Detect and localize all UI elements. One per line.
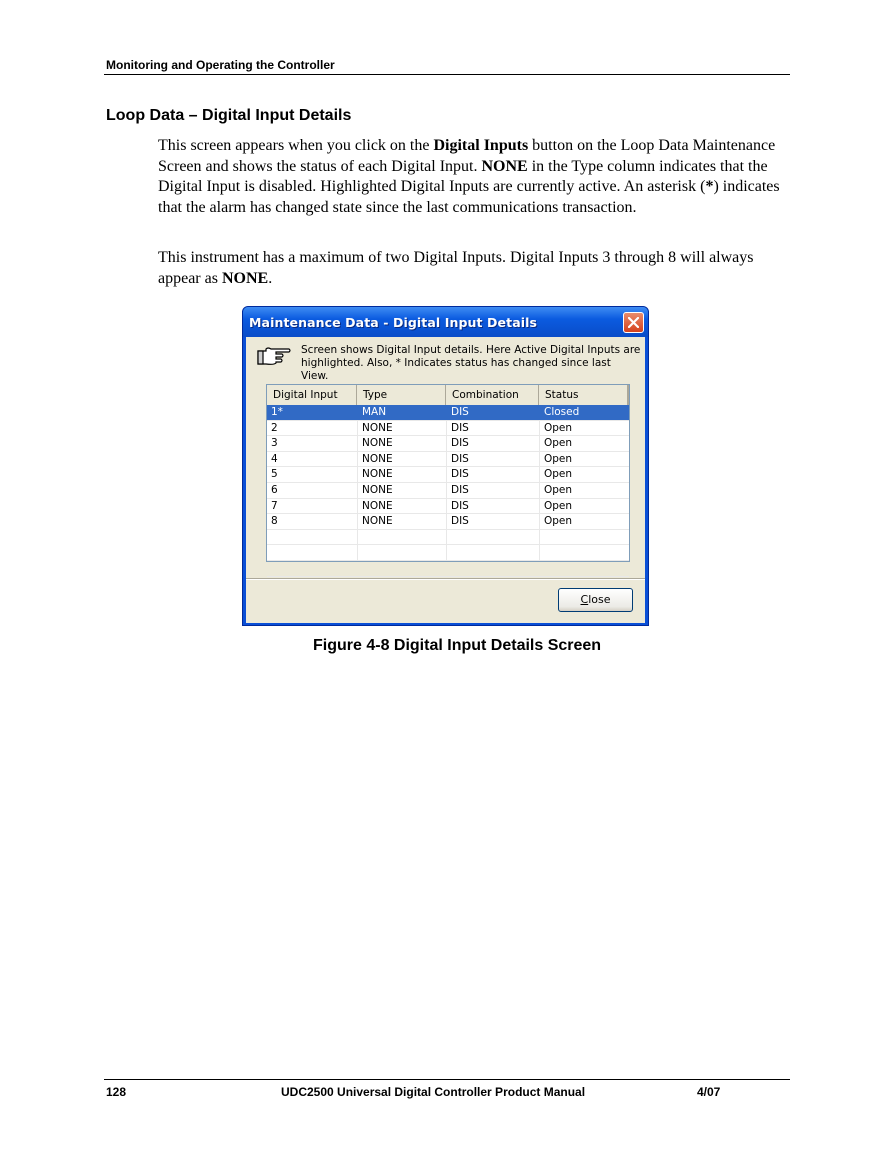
cell-type: NONE bbox=[362, 499, 393, 512]
cell-digital-input: 6 bbox=[271, 483, 278, 496]
cell-digital-input: 1* bbox=[271, 406, 283, 418]
close-button-label: lose bbox=[588, 593, 611, 606]
list-row-3[interactable] bbox=[267, 436, 629, 452]
cell-status: Closed bbox=[544, 406, 580, 418]
cell-digital-input: 5 bbox=[271, 468, 278, 481]
list-row-5[interactable] bbox=[267, 467, 629, 483]
cell-digital-input: 3 bbox=[271, 437, 278, 450]
footer-title: UDC2500 Universal Digital Controller Product Manual bbox=[281, 1085, 586, 1099]
cell-status: Open bbox=[544, 483, 573, 496]
page-number: 128 bbox=[106, 1085, 127, 1099]
cell-combination: DIS bbox=[451, 452, 469, 465]
p2-text-a: This instrument has a maximum of two Digital Inputs. Digital Inputs 3 through 8 will always appear as bbox=[158, 249, 754, 287]
cell-combination: DIS bbox=[451, 515, 469, 528]
p1-text-g: ) indicates that the alarm has changed state since the last communications transaction. bbox=[158, 178, 780, 216]
running-header: Monitoring and Operating the Controller bbox=[106, 58, 335, 72]
dialog-separator bbox=[246, 578, 645, 580]
cell-type: NONE bbox=[362, 437, 393, 450]
cell-type: NONE bbox=[362, 515, 393, 528]
close-button-mnemonic: C bbox=[580, 593, 589, 606]
cell-type: NONE bbox=[362, 452, 393, 465]
pointing-hand-icon bbox=[256, 345, 292, 367]
column-header-digital-input[interactable]: Digital Input bbox=[267, 385, 357, 405]
digital-input-list[interactable] bbox=[266, 384, 630, 562]
paragraph-2 bbox=[158, 248, 780, 289]
p1-bold-none: NONE bbox=[481, 157, 528, 175]
window-close-button[interactable] bbox=[623, 312, 644, 333]
cell-combination: DIS bbox=[451, 421, 469, 434]
dialog-title: Maintenance Data - Digital Input Details bbox=[249, 315, 538, 330]
p2-text-c: . bbox=[268, 269, 273, 287]
info-text bbox=[301, 344, 641, 383]
list-row-4[interactable] bbox=[267, 452, 629, 468]
close-button[interactable] bbox=[558, 588, 633, 612]
section-title: Loop Data – Digital Input Details bbox=[106, 107, 352, 124]
cell-status: Open bbox=[544, 421, 573, 434]
p1-bold-asterisk: * bbox=[705, 178, 714, 195]
cell-combination: DIS bbox=[451, 437, 469, 450]
cell-type: NONE bbox=[362, 483, 393, 496]
header-rule bbox=[104, 74, 790, 75]
cell-combination: DIS bbox=[451, 499, 469, 512]
cell-status: Open bbox=[544, 499, 573, 512]
cell-status: Open bbox=[544, 468, 573, 481]
cell-type: NONE bbox=[362, 468, 393, 481]
p2-bold-none: NONE bbox=[221, 269, 269, 287]
paragraph-1 bbox=[158, 136, 780, 218]
cell-combination: DIS bbox=[451, 468, 469, 481]
info-line-2: highlighted. Also, * Indicates status has changed since last View. bbox=[301, 357, 611, 382]
list-row-2[interactable] bbox=[267, 421, 629, 437]
cell-status: Open bbox=[544, 452, 573, 465]
cell-digital-input: 2 bbox=[271, 421, 278, 434]
empty-row bbox=[267, 545, 629, 561]
empty-row bbox=[267, 561, 629, 577]
cell-combination: DIS bbox=[451, 483, 469, 496]
cell-status: Open bbox=[544, 515, 573, 528]
dialog-titlebar[interactable] bbox=[243, 307, 648, 337]
close-icon bbox=[628, 317, 639, 328]
column-header-status[interactable]: Status bbox=[539, 385, 629, 405]
p1-bold-digital-inputs: Digital Inputs bbox=[433, 137, 529, 154]
p1-text-e: in the Type column indicates that the Digital Input is disabled. Highlighted Digital Inputs are currently active. An asterisk ( bbox=[158, 157, 768, 195]
info-line-1: Screen shows Digital Input details. Here Active Digital Inputs are bbox=[301, 344, 641, 356]
cell-status: Open bbox=[544, 437, 573, 450]
cell-digital-input: 4 bbox=[271, 452, 278, 465]
column-header-type[interactable]: Type bbox=[357, 385, 446, 405]
cell-type: NONE bbox=[362, 421, 393, 434]
dialog-client-area bbox=[246, 337, 645, 623]
figure-caption: Figure 4-8 Digital Input Details Screen bbox=[313, 637, 602, 654]
p1-text-c: button on the Loop Data Maintenance Screen and shows the status of each Digital Input. bbox=[158, 137, 776, 175]
footer-date: 4/07 bbox=[697, 1085, 721, 1099]
cell-digital-input: 7 bbox=[271, 499, 278, 512]
cell-type: MAN bbox=[362, 406, 387, 418]
list-row-6[interactable] bbox=[267, 483, 629, 499]
list-row-1[interactable] bbox=[267, 405, 629, 421]
footer-rule bbox=[104, 1079, 790, 1080]
list-row-8[interactable] bbox=[267, 514, 629, 530]
digital-input-details-dialog bbox=[242, 306, 649, 626]
list-header bbox=[267, 385, 629, 406]
list-row-7[interactable] bbox=[267, 499, 629, 515]
cell-combination: DIS bbox=[451, 406, 469, 418]
column-header-combination[interactable]: Combination bbox=[446, 385, 539, 405]
list-rows bbox=[267, 405, 629, 577]
cell-digital-input: 8 bbox=[271, 515, 278, 528]
p1-text-a: This screen appears when you click on the bbox=[158, 137, 434, 154]
empty-row bbox=[267, 530, 629, 546]
